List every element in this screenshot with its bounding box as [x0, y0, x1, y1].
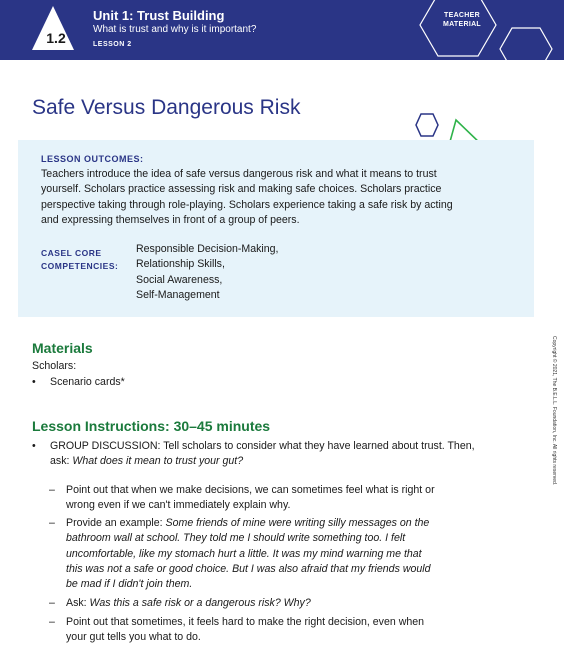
sub-point-2-line3: uncomfortable, like my stomach hurt a little. It was my mind warning me that: [66, 547, 422, 560]
outcomes-line: perspective taking through role-playing. Scholars experience taking a safe risk by acting: [41, 198, 453, 211]
copyright-notice: [549, 336, 557, 516]
decorative-hexagon-icon: [498, 26, 554, 60]
group-discussion-question: What does it mean to trust your gut?: [72, 455, 244, 468]
sub-point-1-line1: Point out that when we make decisions, we can sometimes feel what is right or: [66, 484, 435, 496]
casel-label-line1: CASEL CORE: [41, 248, 102, 258]
teacher-material-badge: [433, 11, 491, 29]
dash-mark: –: [49, 517, 55, 529]
sub-point-2-prefix: Provide an example:: [66, 517, 166, 529]
lesson-outcomes-label: LESSON OUTCOMES:: [41, 154, 144, 164]
teacher-hexagon-icon: [418, 0, 498, 58]
sub-point-3-question: Was this a safe risk or a dangerous risk? Why?: [89, 597, 311, 609]
outcomes-line: Teachers introduce the idea of safe versus dangerous risk and what it means to trust: [41, 168, 437, 180]
competency-item: Social Awareness,: [136, 273, 223, 286]
materials-heading: Materials: [32, 340, 93, 356]
materials-audience: Scholars:: [32, 360, 77, 372]
sub-point-4-line1: Point out that sometimes, it feels hard to make the right decision, even when: [66, 616, 425, 628]
lesson-number: 1.2: [46, 30, 66, 46]
group-discussion-line1: GROUP DISCUSSION: Tell scholars to consider what they have learned about trust. Then,: [50, 440, 475, 452]
lesson-header: [0, 0, 564, 60]
instructions-heading: Lesson Instructions: 30–45 minutes: [32, 418, 271, 434]
outcomes-line: and expressing themselves in front of a group of peers.: [41, 213, 300, 226]
teacher-badge-line1: TEACHER: [444, 12, 480, 19]
outcomes-line: yourself. Scholars practice assessing risk and making safe choices. Scholars practice: [41, 183, 442, 196]
teacher-badge-line2: MATERIAL: [442, 21, 482, 28]
group-discussion-line2: [50, 454, 475, 469]
sub-point-2-line2: bathroom wall at school. They told me I should write something too. I felt: [66, 532, 406, 545]
sub-point-2-example-start: Some friends of mine were writing silly messages on the: [165, 517, 430, 529]
casel-label-line2: COMPETENCIES:: [41, 260, 119, 271]
competency-list: [136, 242, 279, 303]
instructions-bullet: •: [32, 440, 36, 452]
group-discussion-prefix: ask:: [50, 455, 73, 468]
page-title: Safe Versus Dangerous Risk: [32, 96, 301, 119]
dash-mark: –: [49, 484, 55, 496]
dash-mark: –: [49, 616, 55, 628]
lesson-outcomes-text: [41, 167, 511, 228]
sub-point-1-line2: wrong even if we can't immediately explain why.: [66, 499, 291, 512]
sub-point-3-prefix: Ask:: [66, 597, 90, 609]
dash-mark: –: [49, 597, 55, 609]
sub-point-2-line5: be mad if I didn't join them.: [66, 578, 193, 591]
small-hexagon-icon: [414, 112, 440, 138]
group-discussion-text: [50, 439, 475, 470]
competency-item: Self-Management: [136, 288, 220, 301]
materials-item: Scenario cards*: [50, 376, 125, 388]
copyright-text: Copyright © 2021, The B.E.L.L. Foundation, Inc. All rights reserved.: [551, 336, 557, 486]
sub-point-2-line4: this was not a safe or good choice. But I was also afraid that my friends would: [66, 562, 431, 575]
sub-point-3-line1: [66, 596, 311, 611]
materials-bullet: •: [32, 376, 36, 388]
sub-point-4-line2: your gut tells you what to do.: [66, 631, 201, 644]
unit-title: Unit 1: Trust Building: [93, 8, 225, 23]
competency-item: Responsible Decision-Making,: [136, 243, 279, 255]
competency-item: Relationship Skills,: [136, 258, 225, 271]
lesson-outcomes-panel: [18, 140, 534, 317]
sub-point-2-line1: [66, 516, 431, 531]
casel-competencies-label: [41, 247, 118, 272]
lesson-label: LESSON 2: [93, 41, 132, 48]
unit-subtitle: What is trust and why is it important?: [93, 24, 257, 35]
